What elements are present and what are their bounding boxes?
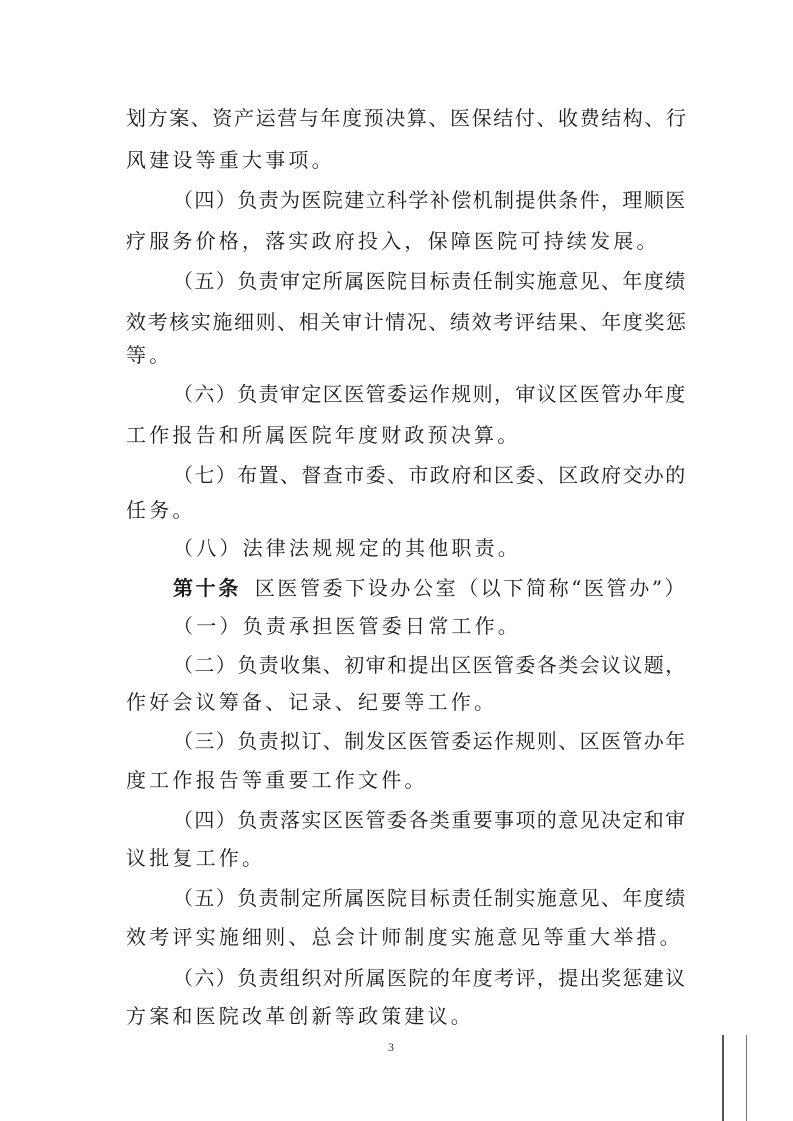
text-line: 疗服务价格，落实政府投入，保障医院可持续发展。: [126, 229, 660, 253]
text-line: 等。: [126, 343, 173, 367]
text-line: （四）负责落实区医管委各类重要事项的意见决定和审: [173, 808, 687, 832]
text-line: （七）布置、督查市委、市政府和区委、区政府交办的: [173, 463, 687, 487]
article-heading: 第十条: [173, 576, 241, 600]
text-line: 效考核实施细则、相关审计情况、绩效考评结果、年度奖惩: [126, 310, 688, 334]
article-text: 区医管委下设办公室（以下简称“医管办”）: [254, 576, 688, 600]
scan-artifact-line: [746, 1035, 747, 1121]
text-line: 方案和医院改革创新等政策建议。: [126, 1004, 474, 1028]
text-line: （五）负责审定所属医院目标责任制实施意见、年度绩: [173, 269, 687, 293]
text-line: （六）负责组织对所属医院的年度考评，提出奖惩建议: [173, 966, 687, 990]
text-line: 议批复工作。: [126, 846, 266, 870]
text-line: 作好会议筹备、记录、纪要等工作。: [126, 690, 498, 714]
page-number: 3: [388, 1040, 394, 1054]
text-line: 任务。: [126, 498, 196, 522]
text-line: 划方案、资产运营与年度预决算、医保结付、收费结构、行: [126, 106, 688, 130]
text-line: 度工作报告等重要工作文件。: [126, 768, 428, 792]
text-line: （八）法律法规规定的其他职责。: [173, 536, 521, 560]
text-line: （一）负责承担医管委日常工作。: [173, 614, 521, 638]
text-line: 工作报告和所属医院年度财政预决算。: [126, 423, 521, 447]
scan-artifact-line: [722, 1035, 724, 1121]
text-line: 效考评实施细则、总会计师制度实施意见等重大举措。: [126, 925, 683, 949]
text-line: （三）负责拟订、制发区医管委运作规则、区医管办年: [173, 729, 687, 753]
text-line: （四）负责为医院建立科学补偿机制提供条件，理顺医: [173, 188, 687, 212]
article-line: [173, 576, 687, 600]
text-line: （二）负责收集、初审和提出区医管委各类会议议题，: [173, 653, 687, 677]
text-line: 风建设等重大事项。: [126, 148, 335, 172]
text-line: （六）负责审定区医管委运作规则，审议区医管办年度: [173, 382, 687, 406]
text-line: （五）负责制定所属医院目标责任制实施意见、年度绩: [173, 886, 687, 910]
